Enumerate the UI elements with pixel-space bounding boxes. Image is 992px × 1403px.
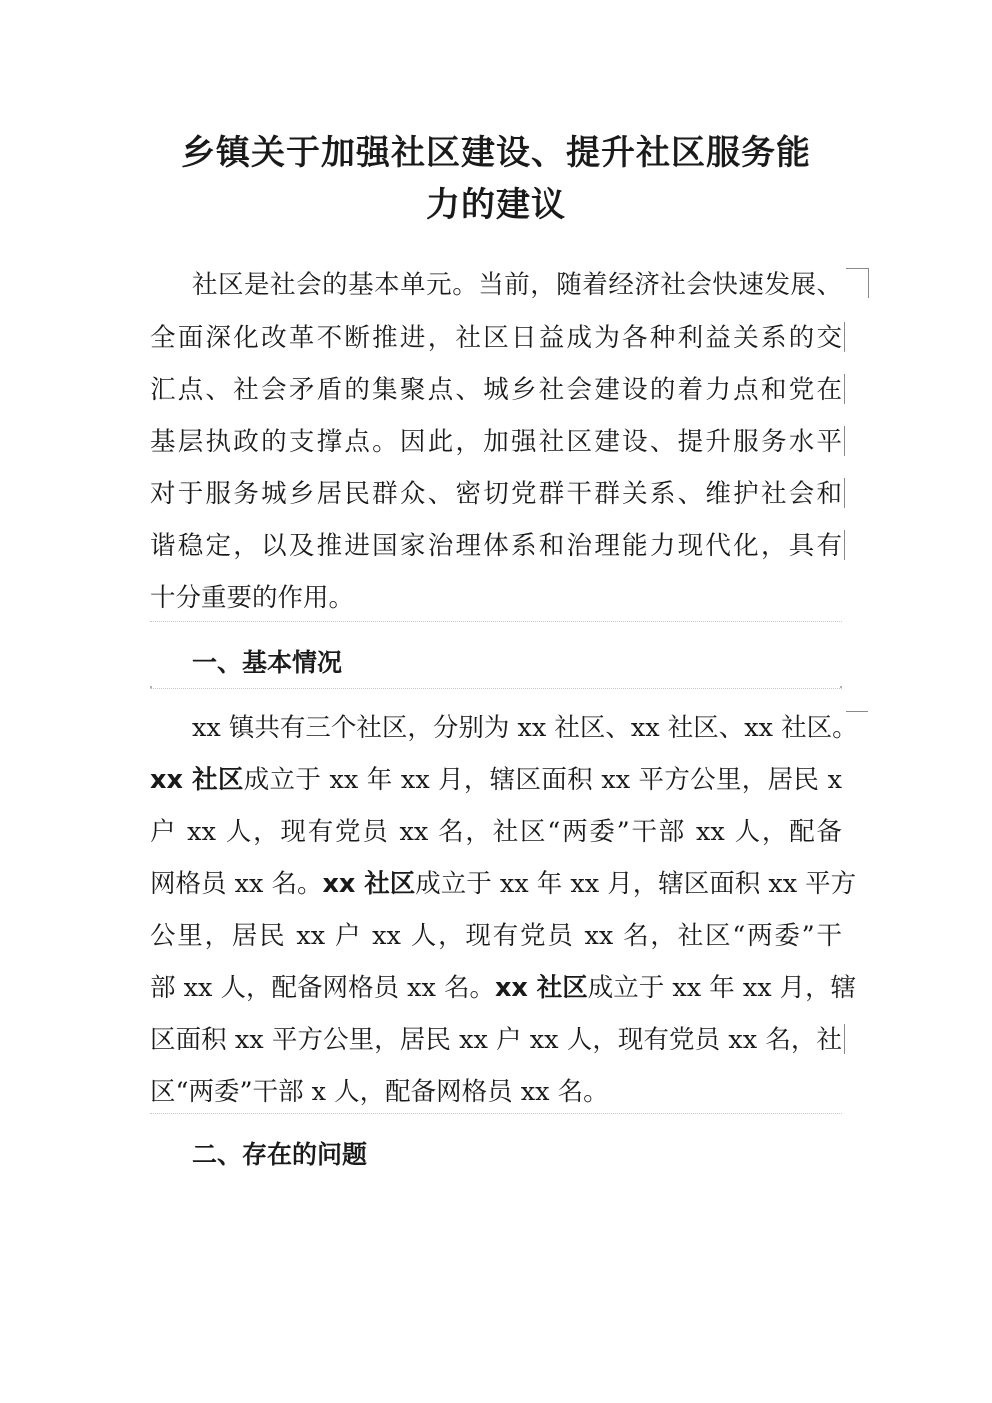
intro-line-4: 基层执政的支撑点。因此，加强社区建设、提升服务水平 <box>150 427 842 457</box>
margin-guide-mark <box>844 530 845 560</box>
margin-dot <box>840 686 842 688</box>
document-title-line-2: 力的建议 <box>426 185 566 225</box>
paragraph-divider <box>150 1113 842 1114</box>
margin-guide-mark <box>844 374 845 404</box>
intro-line-1: 社区是社会的基本单元。当前，随着经济社会快速发展、 <box>192 270 842 300</box>
section-heading-basic-situation: 一、基本情况 <box>192 648 343 677</box>
margin-guide-mark <box>844 1024 845 1054</box>
community-name: xx 社区 <box>322 869 416 899</box>
margin-guide-mark <box>844 322 845 352</box>
section1-line-8: 区“两委”干部 x 人，配备网格员 xx 名。 <box>150 1077 609 1107</box>
paragraph-divider <box>150 688 842 689</box>
paragraph-divider <box>150 621 842 622</box>
margin-dot <box>150 686 152 688</box>
section1-line-6: 部 xx 人，配备网格员 xx 名。xx 社区成立于 xx 年 xx 月，辖 <box>150 973 857 1003</box>
intro-line-5: 对于服务城乡居民群众、密切党群干群关系、维护社会和 <box>150 479 842 509</box>
margin-guide-mark <box>868 268 869 298</box>
intro-line-7: 十分重要的作用。 <box>150 583 355 613</box>
section1-line-2: xx 社区成立于 xx 年 xx 月，辖区面积 xx 平方公里，居民 x <box>150 765 842 795</box>
margin-guide-mark <box>846 268 868 269</box>
section1-line-5: 公里，居民 xx 户 xx 人，现有党员 xx 名，社区“两委”干 <box>150 921 842 951</box>
section-heading-problems: 二、存在的问题 <box>192 1140 368 1169</box>
community-name: xx 社区 <box>150 765 244 795</box>
margin-guide-mark <box>846 711 868 712</box>
intro-line-3: 汇点、社会矛盾的集聚点、城乡社会建设的着力点和党在 <box>150 375 842 405</box>
section1-line-1: xx 镇共有三个社区，分别为 xx 社区、xx 社区、xx 社区。 <box>192 713 858 743</box>
section1-line-4: 网格员 xx 名。xx 社区成立于 xx 年 xx 月，辖区面积 xx 平方 <box>150 869 857 899</box>
intro-line-6: 谐稳定，以及推进国家治理体系和治理能力现代化，具有 <box>150 531 842 561</box>
margin-guide-mark <box>844 478 845 508</box>
intro-line-2: 全面深化改革不断推进，社区日益成为各种利益关系的交 <box>150 323 842 353</box>
section1-line-7: 区面积 xx 平方公里，居民 xx 户 xx 人，现有党员 xx 名，社 <box>150 1025 842 1055</box>
document-title-line-1: 乡镇关于加强社区建设、提升社区服务能 <box>181 133 811 173</box>
margin-guide-mark <box>844 426 845 456</box>
community-name: xx 社区 <box>494 973 588 1003</box>
section1-line-3: 户 xx 人，现有党员 xx 名，社区“两委”干部 xx 人，配备 <box>150 817 842 847</box>
